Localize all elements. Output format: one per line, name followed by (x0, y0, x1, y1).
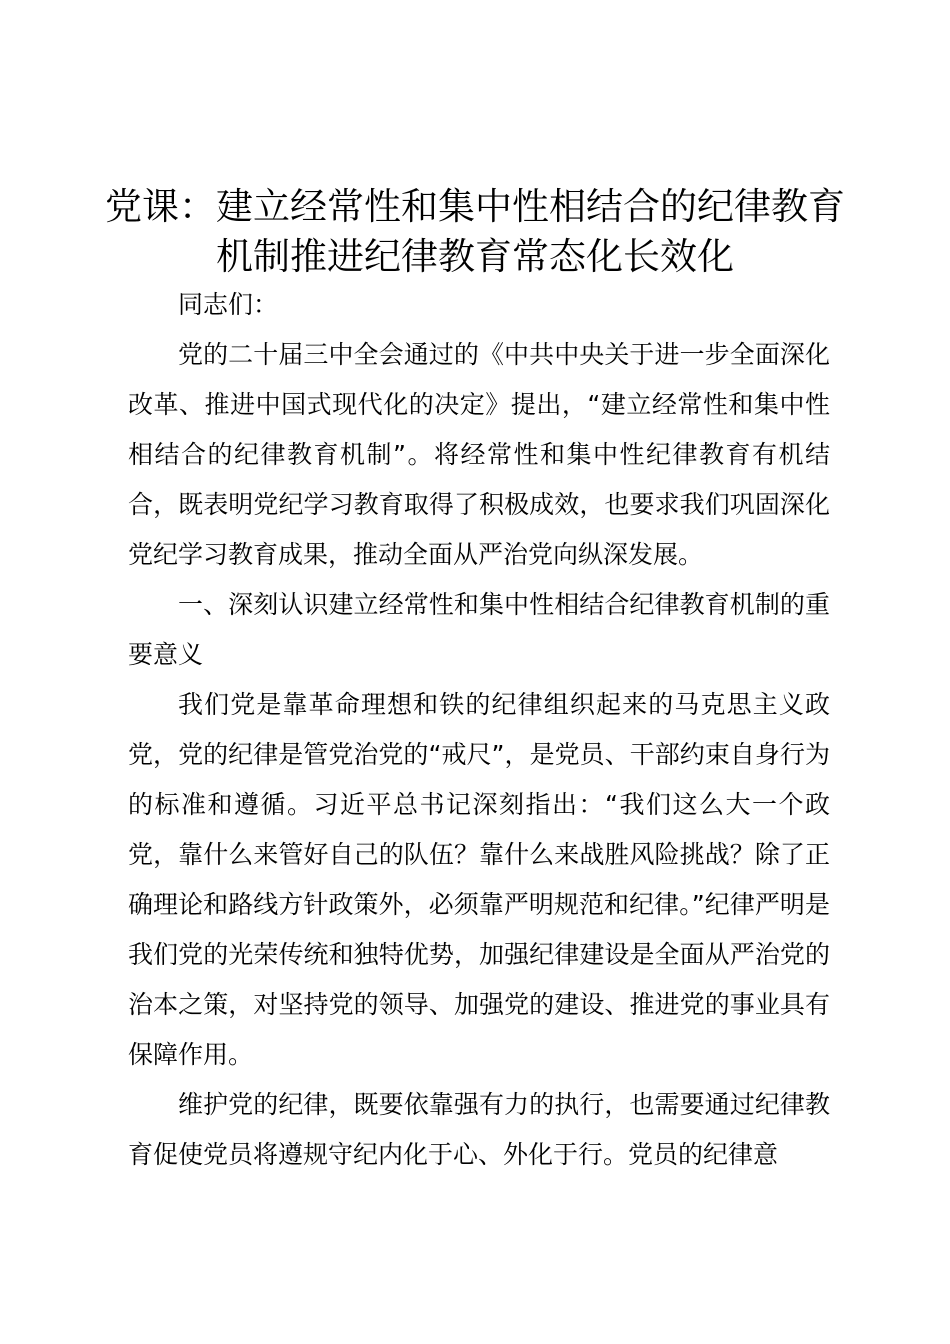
document-body (128, 280, 830, 1180)
section-heading-1: 一、深刻认识建立经常性和集中性相结合纪律教育机制的重要意义 (128, 590, 830, 669)
title-line-1: 党课：建立经常性和集中性相结合的纪律教育 (105, 185, 845, 228)
salutation: 同志们： (178, 290, 279, 319)
document-title (100, 182, 850, 282)
paragraph-discipline: 我们党是靠革命理想和铁的纪律组织起来的马克思主义政党，党的纪律是管党治党的“戒尺”，是党员、干部约束自身行为的标准和遵循。习近平总书记深刻指出：“我们这么大一个政党，靠什么来管好自己的队伍？靠什么来战胜风险挑战？除了正确理论和路线方针政策外，必须靠严明规范和纪律。”纪律严明是我们党的光荣传统和独特优势，加强纪律建设是全面从严治党的治本之策，对坚持党的领导、加强党的建设、推进党的事业具有保障作用。 (128, 690, 830, 1069)
title-line-2: 机制推进纪律教育常态化长效化 (216, 235, 734, 278)
paragraph-maintain: 维护党的纪律，既要依靠强有力的执行，也需要通过纪律教育促使党员将遵规守纪内化于心、外化于行。党员的纪律意 (128, 1090, 830, 1169)
paragraph-intro: 党的二十届三中全会通过的《中共中央关于进一步全面深化改革、推进中国式现代化的决定》提出，“建立经常性和集中性相结合的纪律教育机制”。将经常性和集中性纪律教育有机结合，既表明党纪学习教育取得了积极成效，也要求我们巩固深化党纪学习教育成果，推动全面从严治党向纵深发展。 (128, 340, 830, 569)
